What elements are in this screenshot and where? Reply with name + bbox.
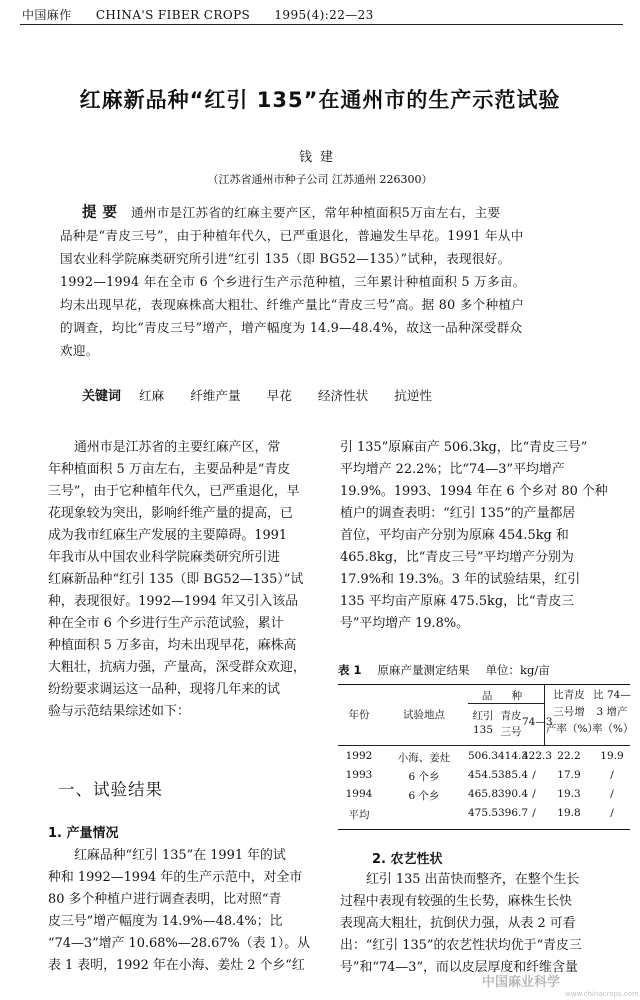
table-cell: 1992 xyxy=(345,750,373,762)
subsection-heading-agronomy: 2. 农艺性状 xyxy=(372,852,443,867)
agronomy-line-1: 红引 135 出苗快而整齐，在整个生长 xyxy=(366,872,580,887)
journal-name-cn: 中国麻作 xyxy=(22,8,72,22)
abstract-line-6: 的调查，均比“青皮三号”增产，增产幅度为 14.9—48.4%，故这一品种深受群众 xyxy=(60,320,523,335)
yield-line-1: 红麻品种“红引 135”在 1991 年的试 xyxy=(74,848,286,863)
right-line-1: 引 135”原麻亩产 506.3kg，比“青皮三号” xyxy=(340,440,588,455)
table-cell: / xyxy=(532,788,536,800)
table-cell: / xyxy=(610,807,614,819)
table-cell: / xyxy=(610,769,614,781)
table-cell: 396.7 xyxy=(498,807,529,819)
table-unit: 单位：kg/亩 xyxy=(485,663,550,677)
intro-line-5: 成为我市红麻生产发展的主要障碍。1991 xyxy=(48,528,288,543)
right-line-9: 号”平均增产 19.8%。 xyxy=(340,616,469,631)
table-number: 表 1 xyxy=(338,663,362,677)
table-cell: 17.9 xyxy=(557,769,581,781)
paper-title: 红麻新品种“红引 135”在通州市的生产示范试验 xyxy=(79,88,561,112)
intro-line-8: 种，表现很好。1992—1994 年又引入该品 xyxy=(48,594,299,609)
intro-line-12: 纷纷要求调运这一品种，现将几年来的试 xyxy=(48,682,281,697)
agronomy-line-5: 号”和“74—3”，而以皮层厚度和纤维含量 xyxy=(340,960,578,975)
intro-line-10: 种植面积 5 万多亩，均未出现早花，麻株高 xyxy=(48,638,297,653)
table-cell: 475.5 xyxy=(468,807,499,819)
agronomy-line-4: 出：“红引 135”的农艺性状均优于“青皮三 xyxy=(340,938,582,953)
table-cell: 454.5 xyxy=(468,769,499,781)
right-line-4: 植户的调查表明：“红引 135”的产量都居 xyxy=(340,506,576,521)
col-header-inc2c: 率（%） xyxy=(592,723,634,735)
col-header-variety: 品 种 xyxy=(481,690,531,702)
col-header-v2a: 青皮 xyxy=(500,710,522,722)
table-cell: / xyxy=(532,807,536,819)
keyword: 经济性状 xyxy=(317,388,369,403)
yield-line-6: 表 1 表明，1992 年在小海、姜灶 2 个乡“红 xyxy=(48,958,305,973)
table-cell: 平均 xyxy=(348,809,370,821)
keyword: 抗逆性 xyxy=(394,388,432,403)
col-header-site: 试验地点 xyxy=(403,709,445,721)
yield-line-5: “74—3”增产 10.68%—28.67%（表 1）。从 xyxy=(48,936,311,951)
yield-line-2: 种和 1992—1994 年的生产示范中，对全市 xyxy=(48,870,303,885)
col-header-inc2b: 3 增产 xyxy=(596,706,628,718)
table-title: 原麻产量测定结果 xyxy=(377,663,470,677)
subsection-heading-yield: 1. 产量情况 xyxy=(48,826,119,841)
abstract-line-4: 1992—1994 年在全市 6 个乡进行生产示范种植，三年累计种植面积 5 万多亩。 xyxy=(60,274,526,289)
intro-line-2: 年种植面积 5 万亩左右，主要品种是“青皮 xyxy=(48,462,291,477)
col-header-year: 年份 xyxy=(348,709,370,721)
right-line-8: 135 平均亩产原麻 475.5kg，比“青皮三 xyxy=(340,594,575,609)
intro-line-13: 验与示范结果综述如下： xyxy=(48,704,190,719)
col-header-v1b: 135 xyxy=(472,724,494,736)
running-head xyxy=(22,6,374,23)
right-line-5: 首位，平均亩产分别为原麻 454.5kg 和 xyxy=(340,528,569,543)
right-line-6: 465.8kg，比“青皮三号”平均增产分别为 xyxy=(340,550,574,565)
abstract-label: 提要 xyxy=(82,205,123,221)
col-header-v3: 74—3 xyxy=(522,716,553,728)
keyword: 纤维产量 xyxy=(190,388,241,403)
table-rule-bottom xyxy=(338,829,630,830)
intro-line-3: 三号”，由于它种植年代久，已严重退化，早 xyxy=(48,484,300,499)
section-heading: 一、试验结果 xyxy=(58,780,163,799)
table-cell: 6 个乡 xyxy=(408,771,440,783)
intro-line-11: 大粗壮，抗病力强，产量高，深受群众欢迎， xyxy=(48,660,306,675)
abstract-line-7: 欢迎。 xyxy=(60,343,99,358)
yield-line-4: 皮三号”增产幅度为 14.9%—48.4%；比 xyxy=(48,914,283,929)
table-cell: / xyxy=(610,788,614,800)
table-rule-head xyxy=(338,745,630,746)
intro-line-7: 红麻新品种“红引 135（即 BG52—135）”试 xyxy=(48,572,304,587)
agronomy-line-2: 过程中表现有较强的生长势，麻株生长快 xyxy=(340,894,573,909)
citation: 1995(4):22—23 xyxy=(274,8,374,22)
table-cell: 19.9 xyxy=(600,750,624,762)
col-header-inc1a: 比青皮 xyxy=(553,689,585,701)
table-cell: 1993 xyxy=(345,769,373,781)
right-line-3: 19.9%。1993、1994 年在 6 个乡对 80 个种 xyxy=(340,484,608,499)
watermark-url: www.chinacrops.com xyxy=(565,990,639,998)
col-header-inc1c: 产率（%） xyxy=(546,723,598,735)
table-cell: 22.2 xyxy=(557,750,581,762)
col-header-inc2a: 比 74— xyxy=(593,689,631,701)
abstract-line-1: 提要 通州市是江苏省的红麻主要产区，常年种植面积5万亩左右，主要 xyxy=(82,205,501,221)
abstract-line-2: 品种是“青皮三号”，由于种植年代久，已严重退化，普遍发生早花。1991 年从中 xyxy=(60,228,524,243)
watermark-logo: 中国麻业科学 xyxy=(482,975,561,990)
table-cell: 414.3 xyxy=(498,750,529,762)
author-affiliation: （江苏省通州市种子公司 江苏通州 226300） xyxy=(207,173,433,186)
table-caption xyxy=(338,662,550,678)
table-cell: 19.8 xyxy=(557,807,581,819)
table-cell: 422.3 xyxy=(522,750,553,762)
table-cell: 506.3 xyxy=(468,750,499,762)
keyword: 红麻 xyxy=(139,388,165,403)
table-vrule xyxy=(544,684,545,745)
right-line-2: 平均增产 22.2%；比“74—3”平均增产 xyxy=(340,462,565,477)
table-rule-top xyxy=(338,684,630,685)
agronomy-line-3: 表现高大粗壮，抗倒伏力强，从表 2 可看 xyxy=(340,916,576,931)
table-cell: 19.3 xyxy=(557,788,581,800)
header-rule xyxy=(20,24,623,25)
yield-line-3: 80 多个种植户进行调查表明，比对照“青 xyxy=(48,892,282,907)
keywords-label: 关键词 xyxy=(82,389,122,404)
table-cell: / xyxy=(532,769,536,781)
table-cell: 465.8 xyxy=(468,788,499,800)
intro-line-4: 花现象较为突出，影响纤维产量的提高，已 xyxy=(48,506,293,521)
abstract-line-3: 国农业科学院麻类研究所引进“红引 135（即 BG52—135）”试种，表现很好。 xyxy=(60,251,511,266)
author-name: 钱建 xyxy=(298,150,341,165)
journal-name-en: CHINA'S FIBER CROPS xyxy=(95,8,251,22)
intro-line-9: 种在全市 6 个乡进行生产示范试验，累计 xyxy=(48,616,284,631)
right-line-7: 17.9%和 19.3%。3 年的试验结果，红引 xyxy=(340,572,581,587)
table-cell: 6 个乡 xyxy=(408,790,440,802)
col-header-inc1b: 三号增 xyxy=(553,706,585,718)
intro-line-6: 年我市从中国农业科学院麻类研究所引进 xyxy=(48,550,281,565)
keywords xyxy=(82,385,454,404)
table-cell: 小海、姜灶 xyxy=(397,752,451,764)
keyword: 早花 xyxy=(266,388,292,403)
abstract-line-5: 均未出现早花，表现麻株高大粗壮、纤维产量比“青皮三号”高。据 80 多个种植户 xyxy=(60,297,525,312)
table-cell: 1994 xyxy=(345,788,373,800)
col-header-v1a: 红引 xyxy=(472,710,494,722)
table-cell: 385.4 xyxy=(498,769,529,781)
table-cell: 390.4 xyxy=(498,788,529,800)
table-rule-group xyxy=(468,703,544,704)
intro-line-1: 通州市是江苏省的主要红麻产区，常 xyxy=(74,440,281,455)
col-header-v2b: 三号 xyxy=(500,726,522,738)
